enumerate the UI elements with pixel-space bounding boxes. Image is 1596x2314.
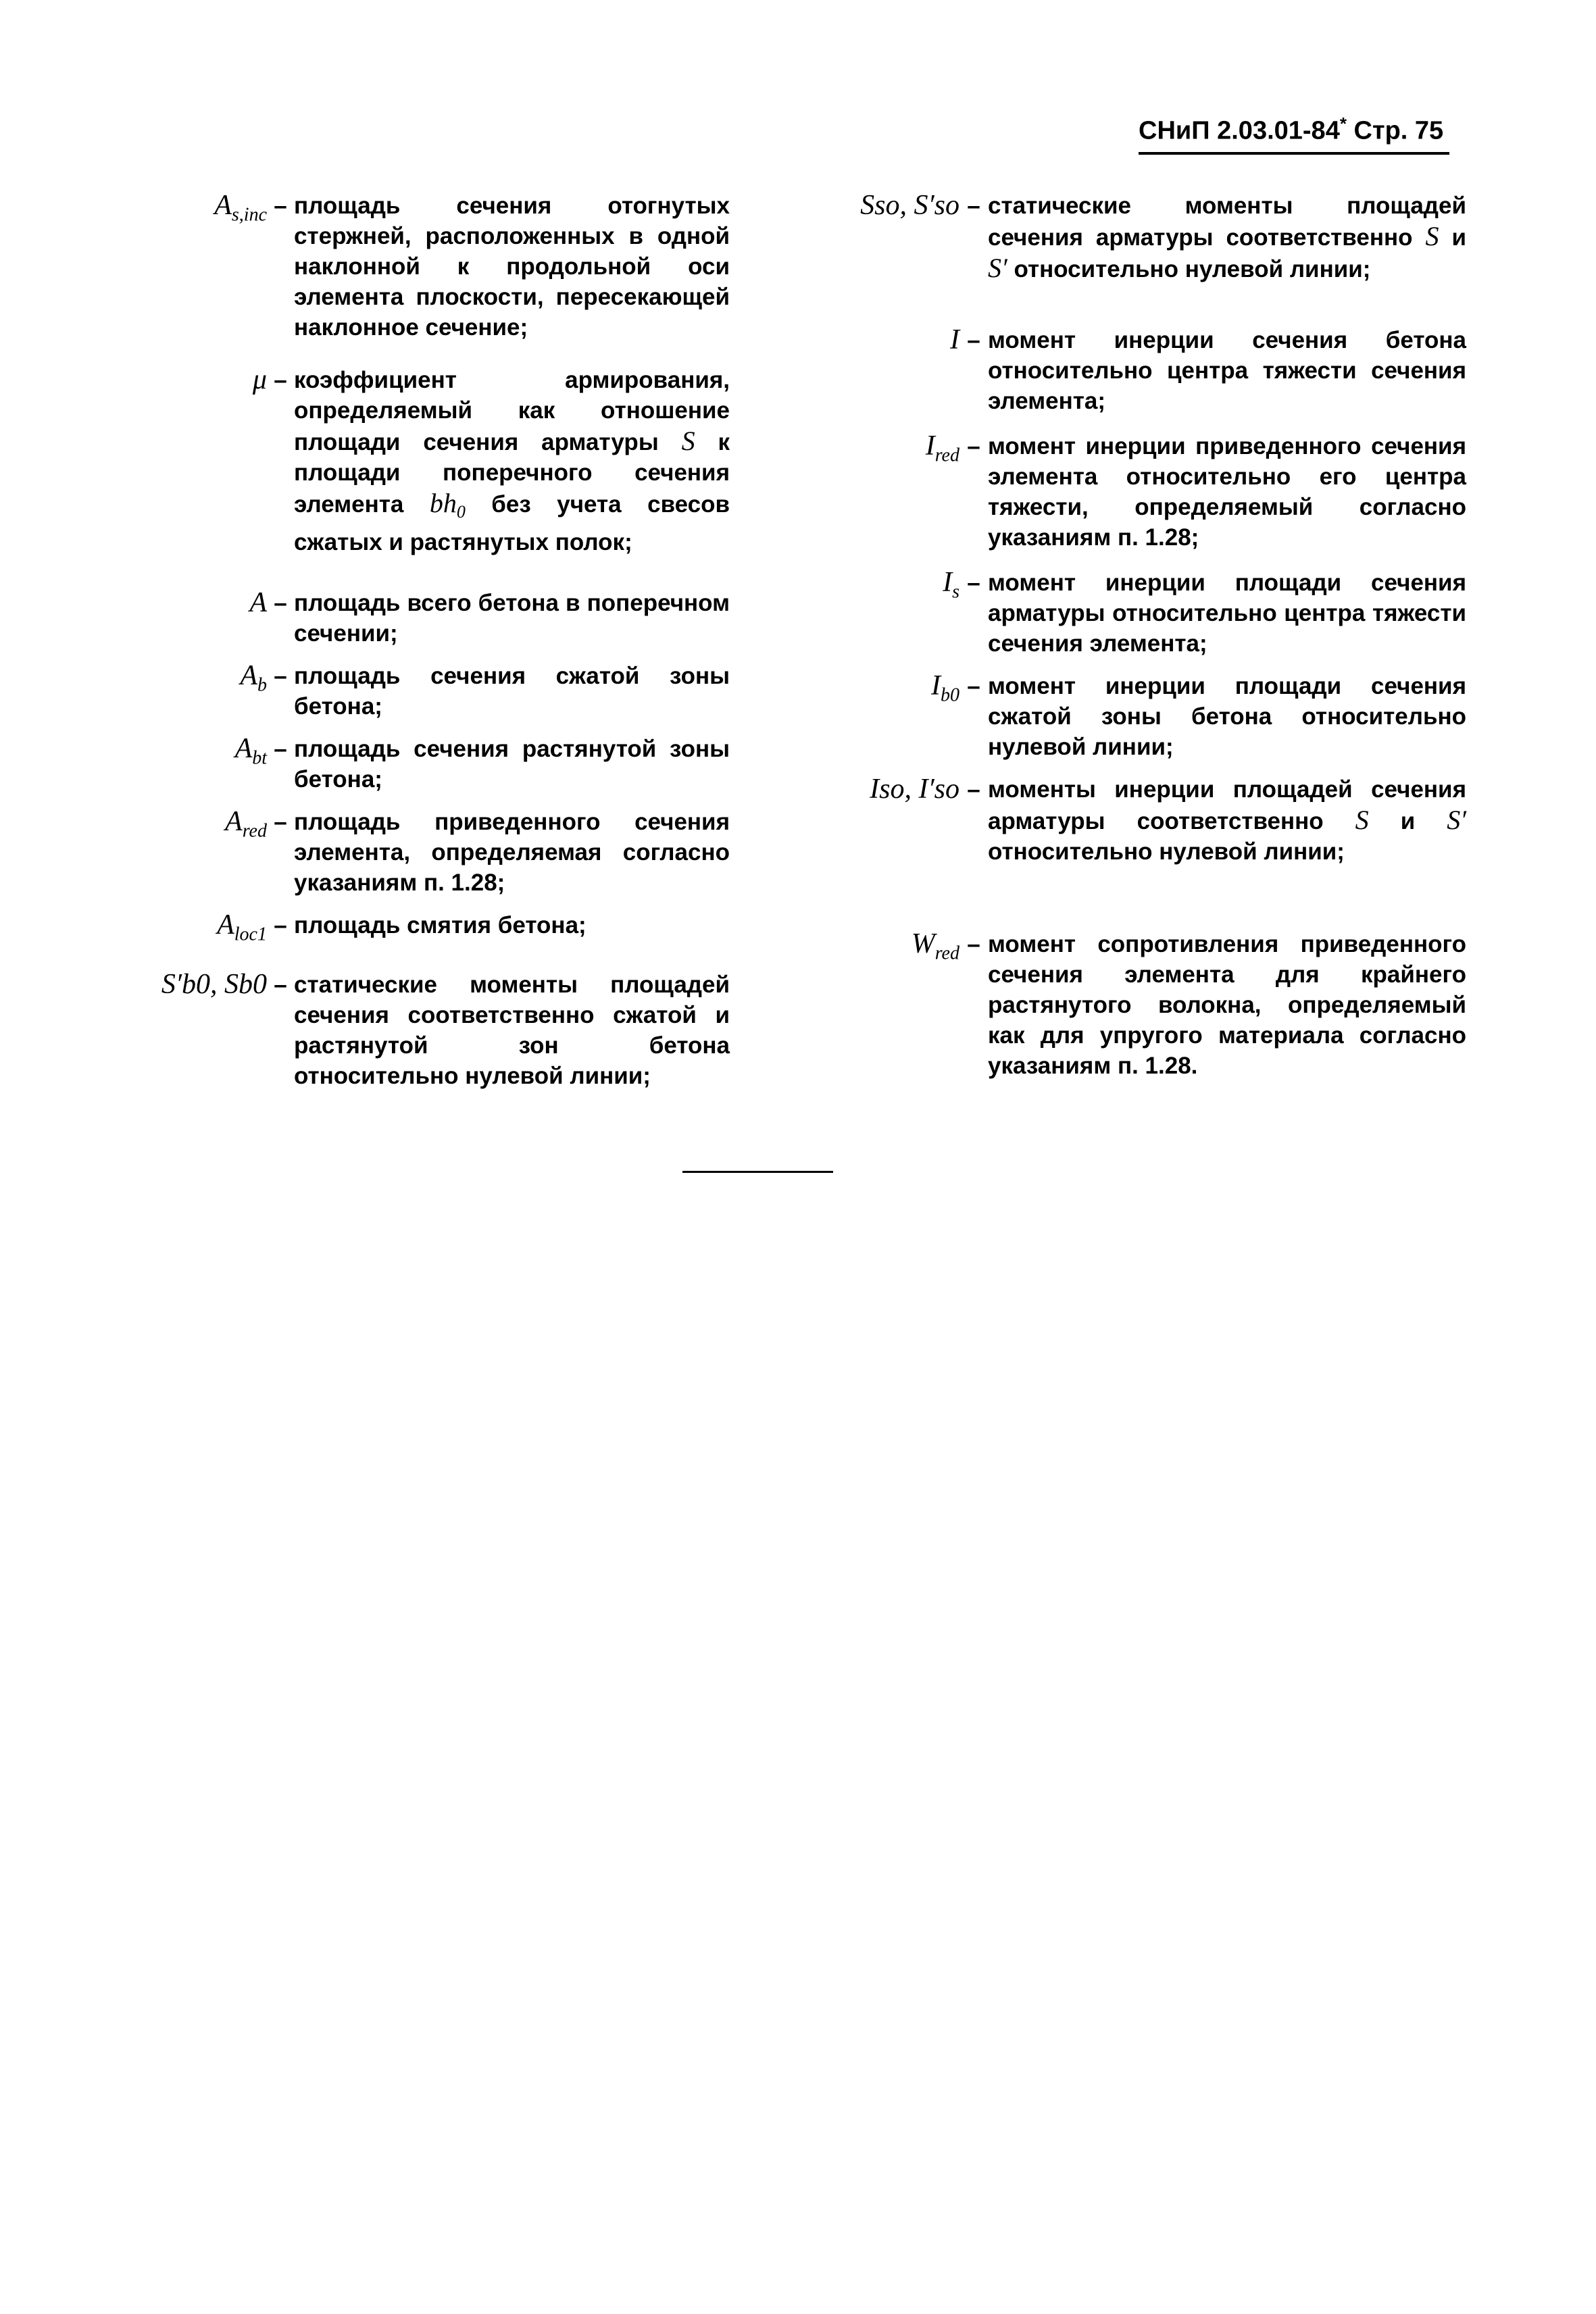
document-code: СНиП 2.03.01-84 [1139, 116, 1340, 145]
symbol: Iso, I′so [870, 774, 959, 805]
definition-entry [858, 774, 1466, 867]
symbol: A [249, 587, 267, 618]
definition-text: статические моменты площадей сечения арматуры соответственно S и S′ относительно нулевой линии; [988, 193, 1466, 283]
symbol: $I_s$ [943, 567, 959, 603]
definition-text: площадь сечения отогнутых стержней, расположенных в одной наклонной к продольной оси элемента плоскости, пересекающей наклонное сечение; [294, 193, 730, 341]
dash: – [274, 809, 287, 835]
page-header [1139, 114, 1449, 146]
left-column [122, 191, 730, 1091]
definition-entry [122, 365, 730, 557]
definition-entry [122, 191, 730, 343]
dash: – [274, 590, 287, 616]
definition-entry [122, 970, 730, 1091]
section-end-rule [682, 1171, 833, 1173]
definition-text: коэффициент армирования, определяемый как отношение площади сечения арматуры S к площади поперечного сечения элемента $bh_0$ без учета свесов сжатых и растянутых полок; [294, 367, 730, 555]
definition-text: площадь приведенного сечения элемента, определяемая согласно указаниям п. 1.28; [294, 809, 730, 896]
page-number: Стр. 75 [1353, 116, 1444, 145]
dash: – [274, 663, 287, 689]
definition-entry [122, 588, 730, 649]
definition-text: статические моменты площадей сечения соответственно сжатой и растянутой зон бетона относительно нулевой линии; [294, 972, 730, 1090]
definition-text: площадь смятия бетона; [294, 912, 587, 938]
definition-text: момент сопротивления приведенного сечения элемента для крайнего растянутого волокна, определяемый как для упругого материала согласно указаниям п. 1.28. [988, 931, 1466, 1079]
definition-text: момент инерции площади сечения сжатой зоны бетона относительно нулевой линии; [988, 673, 1466, 760]
symbol: $W_{red}$ [911, 928, 959, 964]
dash: – [967, 673, 980, 699]
header-rule [1139, 152, 1449, 155]
definition-text: площадь всего бетона в поперечном сечении; [294, 590, 730, 647]
symbol: S′b0, Sb0 [161, 969, 267, 1001]
dash: – [274, 193, 287, 219]
dash: – [274, 912, 287, 938]
symbol: $A_{loc1}$ [217, 909, 267, 945]
definition-entry [122, 661, 730, 722]
definition-text: моменты инерции площадей сечения арматуры соответственно S и S′ относительно нулевой линии; [988, 776, 1466, 865]
definition-entry [858, 325, 1466, 416]
definition-entry [122, 910, 730, 949]
dash: – [967, 931, 980, 957]
definition-entry [858, 191, 1466, 284]
symbol: $A_{bt}$ [234, 733, 267, 769]
dash: – [274, 972, 287, 999]
definition-entry [858, 568, 1466, 659]
symbol: μ [252, 364, 267, 395]
definition-entry [122, 807, 730, 898]
dash: – [967, 433, 980, 459]
dash: – [967, 776, 980, 803]
definition-entry [858, 929, 1466, 1081]
symbol: $I_{b0}$ [931, 670, 959, 706]
symbol: $A_b$ [240, 660, 267, 696]
dash: – [274, 736, 287, 762]
right-column [858, 191, 1466, 1081]
symbol: I [950, 324, 959, 355]
definition-entry [858, 431, 1466, 553]
dash: – [967, 570, 980, 596]
dash: – [967, 327, 980, 353]
dash: – [967, 193, 980, 219]
definition-entry [858, 671, 1466, 762]
definition-text: момент инерции площади сечения арматуры относительно центра тяжести сечения элемента; [988, 570, 1466, 657]
definition-text: момент инерции приведенного сечения элемента относительно его центра тяжести, определяемый согласно указаниям п. 1.28; [988, 433, 1466, 551]
dash: – [274, 367, 287, 393]
symbol: $A_{red}$ [225, 806, 267, 842]
symbol: $A_{s,inc}$ [214, 190, 267, 226]
symbol: Sso, S′so [860, 190, 959, 221]
symbol: $I_{red}$ [925, 430, 959, 466]
definition-text: площадь сечения растянутой зоны бетона; [294, 736, 730, 793]
definition-text: площадь сечения сжатой зоны бетона; [294, 663, 730, 720]
definition-entry [122, 734, 730, 795]
asterisk: * [1339, 114, 1347, 134]
definition-text: момент инерции сечения бетона относительно центра тяжести сечения элемента; [988, 327, 1466, 414]
